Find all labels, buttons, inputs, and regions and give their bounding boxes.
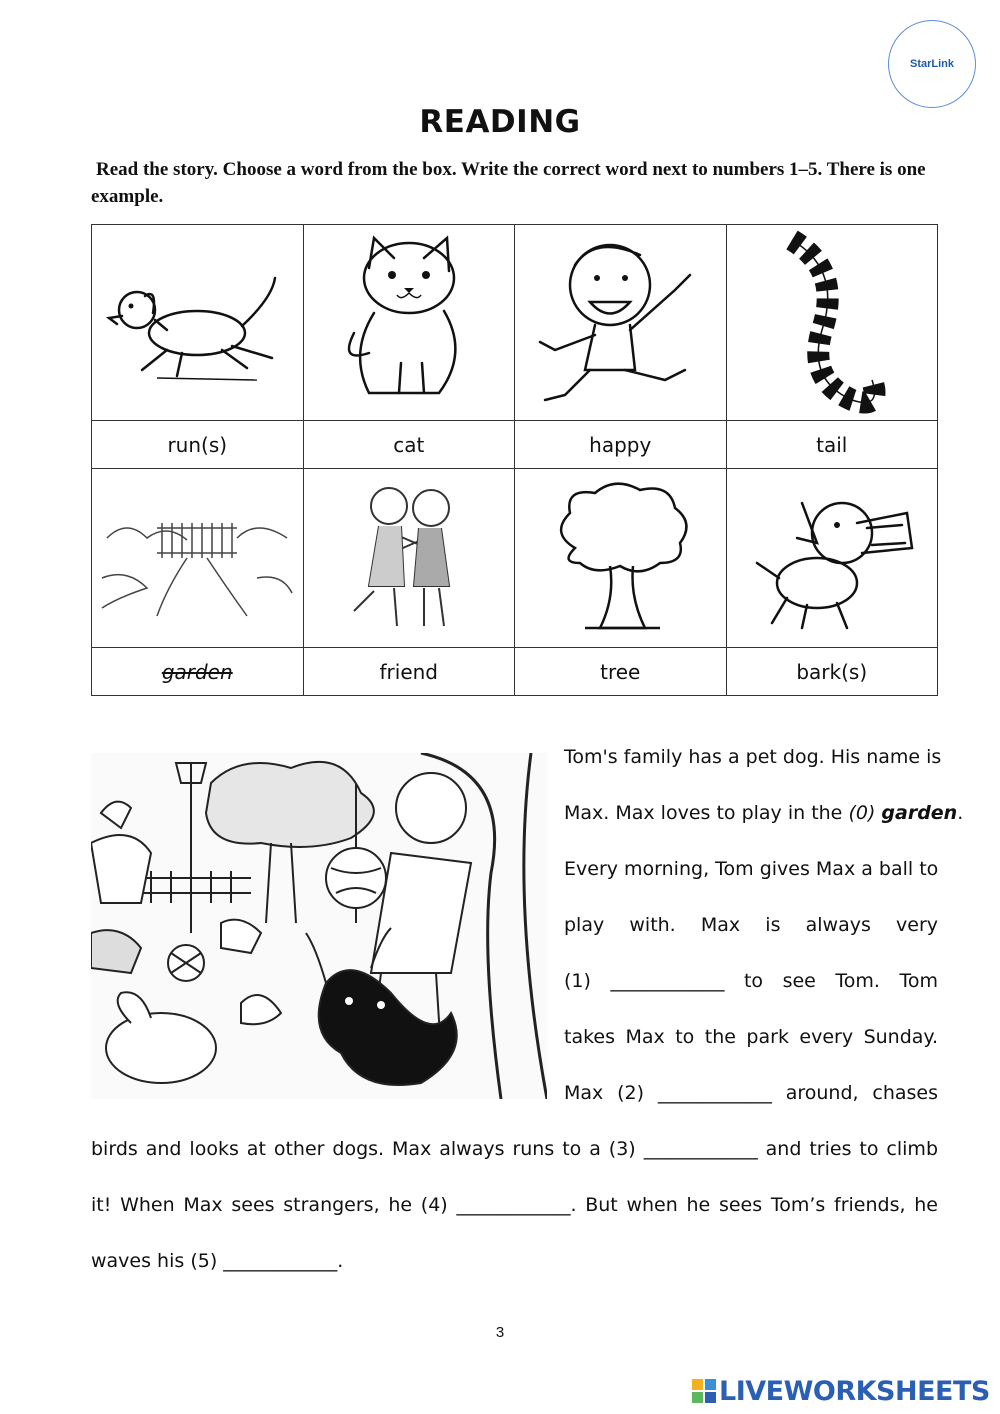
tree-icon xyxy=(545,478,695,638)
question-number-2: Max (2) xyxy=(564,1082,645,1104)
example-answer: garden xyxy=(881,802,958,824)
page-title: READING xyxy=(419,104,581,140)
story-text: . xyxy=(957,802,964,824)
garden-icon xyxy=(97,498,297,618)
picture-friends-hugging xyxy=(303,469,515,648)
word-garden-example xyxy=(92,648,304,696)
example-number: (0) xyxy=(848,802,876,824)
example-word: garden xyxy=(161,659,233,684)
question-number-1: (1) xyxy=(564,970,591,992)
word-tail: tail xyxy=(726,421,938,469)
story-line-6: takes Max to the park every Sunday. xyxy=(564,1026,938,1048)
story-line-2 xyxy=(564,801,964,825)
picture-barking-dog xyxy=(726,469,938,648)
answer-blank-5[interactable]: ____________ xyxy=(223,1250,338,1272)
instructions: Read the story. Choose a word from the box. Write the correct word next to numbers 1–5. There is one example. xyxy=(91,159,926,207)
story-line-8 xyxy=(91,1137,938,1161)
liveworksheets-mark-icon xyxy=(692,1379,716,1403)
answer-blank-3[interactable]: ____________ xyxy=(643,1138,758,1160)
striped-tail-icon xyxy=(762,230,902,415)
picture-running-dog xyxy=(92,225,304,421)
word-box xyxy=(91,224,938,696)
barking-dog-icon xyxy=(747,483,917,633)
story-text: . But when he sees Tom’s friends, he xyxy=(570,1194,938,1216)
story-line-9 xyxy=(91,1193,938,1217)
page-number: 3 xyxy=(495,1324,505,1341)
word-cat: cat xyxy=(303,421,515,469)
answer-blank-4[interactable]: ____________ xyxy=(456,1194,571,1216)
story-text: around, chases xyxy=(785,1082,939,1104)
word-runs: run(s) xyxy=(92,421,304,469)
friends-icon xyxy=(339,476,479,641)
picture-garden xyxy=(92,469,304,648)
word-friend: friend xyxy=(303,648,515,696)
cat-icon xyxy=(329,233,489,413)
word-barks: bark(s) xyxy=(726,648,938,696)
story-line-5 xyxy=(564,969,938,993)
story-text: and tries to climb xyxy=(765,1138,939,1160)
picture-striped-tail xyxy=(726,225,938,421)
answer-blank-2[interactable]: ____________ xyxy=(657,1082,772,1104)
word-tree: tree xyxy=(515,648,727,696)
story-text: . xyxy=(337,1250,344,1272)
story-line-3: Every morning, Tom gives Max a ball to xyxy=(564,858,939,880)
story-line-10 xyxy=(91,1249,938,1273)
word-happy: happy xyxy=(515,421,727,469)
logo-text: StarLink xyxy=(909,58,954,70)
story-line-7 xyxy=(564,1081,938,1105)
park-scene-illustration xyxy=(91,753,547,1099)
liveworksheets-logo xyxy=(692,1374,990,1408)
picture-cat xyxy=(303,225,515,421)
story-text: to see Tom. Tom xyxy=(743,970,938,992)
story-text: waves his (5) xyxy=(91,1250,218,1272)
picture-happy-boy xyxy=(515,225,727,421)
story-text: Max. Max loves to play in the xyxy=(564,802,843,824)
starlink-logo xyxy=(888,20,976,108)
story-text: it! When Max sees strangers, he (4) xyxy=(91,1194,448,1216)
story-line-1: Tom's family has a pet dog. His name is xyxy=(564,746,942,768)
running-dog-icon xyxy=(97,258,297,388)
liveworksheets-text: LIVEWORKSHEETS xyxy=(719,1375,990,1407)
answer-blank-1[interactable]: ____________ xyxy=(610,970,725,992)
park-scene-icon xyxy=(91,753,547,1099)
picture-tree xyxy=(515,469,727,648)
story-text: birds and looks at other dogs. Max always runs to a (3) xyxy=(91,1138,636,1160)
happy-boy-icon xyxy=(525,230,715,415)
story-line-4: play with. Max is always very xyxy=(564,914,938,936)
